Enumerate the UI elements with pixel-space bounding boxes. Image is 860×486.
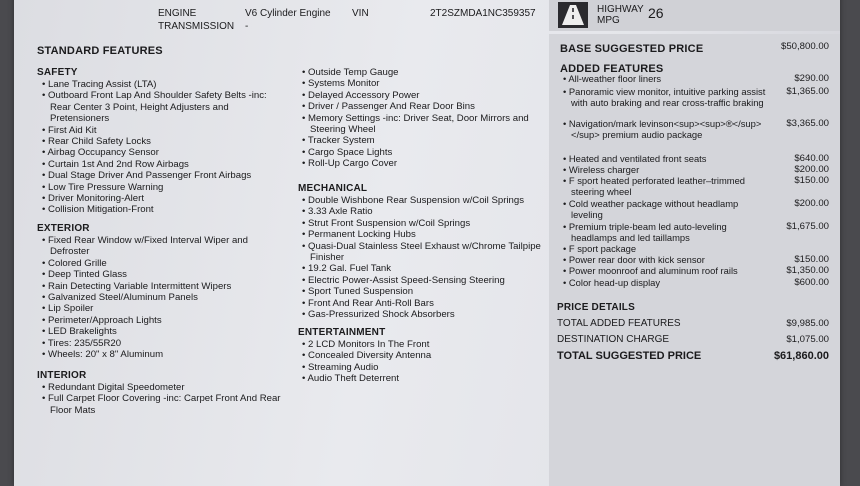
- list-item: • Fixed Rear Window w/Fixed Interval Wiper and Defroster: [40, 235, 285, 258]
- list-item: • Redundant Digital Speedometer: [40, 382, 285, 393]
- added-feature-row: [563, 198, 771, 220]
- engine-label: ENGINE: [158, 8, 197, 19]
- list-item: • 19.2 Gal. Fuel Tank: [300, 263, 550, 274]
- mechanical-list: [300, 195, 550, 320]
- added-feature-label: • Color head-up display: [563, 277, 661, 288]
- added-feature-row: [563, 277, 771, 288]
- entertainment-title: ENTERTAINMENT: [298, 327, 386, 338]
- added-feature-price: $150.00: [794, 175, 829, 186]
- entertainment-list: [300, 339, 550, 385]
- list-item: • Systems Monitor: [300, 78, 550, 89]
- exterior-title: EXTERIOR: [37, 223, 90, 234]
- destination-value: $1,075.00: [786, 334, 829, 345]
- list-item: • Galvanized Steel/Aluminum Panels: [40, 292, 285, 303]
- added-feature-price: $1,365.00: [786, 86, 829, 97]
- added-feature-price: $1,675.00: [786, 221, 829, 232]
- list-item: • Streaming Audio: [300, 362, 550, 373]
- added-feature-price: $290.00: [794, 73, 829, 84]
- base-price-label: BASE SUGGESTED PRICE: [560, 43, 704, 55]
- added-feature-row: [563, 164, 771, 175]
- transmission-value: -: [245, 21, 249, 32]
- list-item: • Dual Stage Driver And Passenger Front Airbags: [40, 170, 285, 181]
- list-item: • Sport Tuned Suspension: [300, 286, 550, 297]
- list-item: • Concealed Diversity Antenna: [300, 350, 550, 361]
- interior-list: [40, 382, 285, 416]
- added-feature-label: • Navigation/mark levinson<sup><sup>®</sup></sup> premium audio package: [563, 118, 762, 140]
- list-item: • Memory Settings -inc: Driver Seat, Door Mirrors and Steering Wheel: [300, 113, 550, 136]
- added-feature-price: $1,350.00: [786, 265, 829, 276]
- list-item: • Lane Tracing Assist (LTA): [40, 79, 285, 90]
- added-feature-row: [563, 175, 771, 197]
- list-item: • Audio Theft Deterrent: [300, 373, 550, 384]
- list-item: • Tracker System: [300, 135, 550, 146]
- added-feature-row: [563, 265, 771, 276]
- added-feature-label: • Heated and ventilated front seats: [563, 153, 707, 164]
- added-feature-price: $3,365.00: [786, 118, 829, 129]
- list-item: • Front And Rear Anti-Roll Bars: [300, 298, 550, 309]
- list-item: • Quasi-Dual Stainless Steel Exhaust w/Chrome Tailpipe Finisher: [300, 241, 550, 264]
- list-item: • Deep Tinted Glass: [40, 269, 285, 280]
- list-item: • Outside Temp Gauge: [300, 67, 550, 78]
- transmission-label: TRANSMISSION: [158, 21, 235, 32]
- features-col2-list: [300, 67, 550, 170]
- list-item: • Delayed Accessory Power: [300, 90, 550, 101]
- added-feature-price: $200.00: [794, 164, 829, 175]
- list-item: • Cargo Space Lights: [300, 147, 550, 158]
- list-item: • Double Wishbone Rear Suspension w/Coil Springs: [300, 195, 550, 206]
- safety-list: [40, 79, 285, 216]
- added-feature-price: $600.00: [794, 277, 829, 288]
- list-item: • 2 LCD Monitors In The Front: [300, 339, 550, 350]
- list-item: • LED Brakelights: [40, 326, 285, 337]
- added-feature-row: [563, 243, 771, 254]
- mpg-value: 26: [648, 5, 664, 21]
- list-item: • Driver / Passenger And Rear Door Bins: [300, 101, 550, 112]
- list-item: • Electric Power-Assist Speed-Sensing Steering: [300, 275, 550, 286]
- list-item: • Airbag Occupancy Sensor: [40, 147, 285, 158]
- vin-value: 2T2SZMDA1NC359357: [430, 8, 536, 19]
- list-item: • Colored Grille: [40, 258, 285, 269]
- added-feature-price: $200.00: [794, 198, 829, 209]
- total-price-label: TOTAL SUGGESTED PRICE: [557, 350, 702, 362]
- added-feature-label: • Wireless charger: [563, 164, 640, 175]
- list-item: • Driver Monitoring-Alert: [40, 193, 285, 204]
- list-item: • Curtain 1st And 2nd Row Airbags: [40, 159, 285, 170]
- list-item: • First Aid Kit: [40, 125, 285, 136]
- total-added-label: TOTAL ADDED FEATURES: [557, 318, 681, 329]
- list-item: • Outboard Front Lap And Shoulder Safety Belts -inc: Rear Center 3 Point, Height Adjusters and Pretensioners: [40, 90, 285, 124]
- list-item: • Wheels: 20" x 8" Aluminum: [40, 349, 285, 360]
- added-feature-row: [563, 118, 771, 140]
- added-feature-label: • F sport package: [563, 243, 637, 254]
- list-item: • Low Tire Pressure Warning: [40, 182, 285, 193]
- highway-road-icon: [558, 2, 588, 28]
- standard-features-title: STANDARD FEATURES: [37, 45, 163, 57]
- total-added-value: $9,985.00: [786, 318, 829, 329]
- added-feature-label: • Cold weather package without headlamp leveling: [563, 198, 739, 220]
- list-item: • Lip Spoiler: [40, 303, 285, 314]
- list-item: • Roll-Up Cargo Cover: [300, 158, 550, 169]
- list-item: • Tires: 235/55R20: [40, 338, 285, 349]
- list-item: • Strut Front Suspension w/Coil Springs: [300, 218, 550, 229]
- added-feature-label: • Power moonroof and aluminum roof rails: [563, 265, 738, 276]
- added-feature-row: [563, 254, 771, 265]
- destination-label: DESTINATION CHARGE: [557, 334, 670, 345]
- vin-label: VIN: [352, 8, 369, 19]
- added-feature-label: • All-weather floor liners: [563, 73, 662, 84]
- list-item: • Collision Mitigation-Front: [40, 204, 285, 215]
- mpg-panel: [549, 0, 840, 31]
- interior-title: INTERIOR: [37, 370, 87, 381]
- added-feature-label: • F sport heated perforated leather–trimmed steering wheel: [563, 175, 746, 197]
- added-feature-row: [563, 73, 771, 84]
- list-item: • Gas-Pressurized Shock Absorbers: [300, 309, 550, 320]
- added-feature-row: [563, 221, 771, 243]
- base-price-value: $50,800.00: [780, 41, 829, 52]
- mpg-label: MPG: [597, 15, 620, 26]
- added-feature-price: $150.00: [794, 254, 829, 265]
- added-feature-label: • Power rear door with kick sensor: [563, 254, 705, 265]
- window-sticker: [14, 0, 840, 486]
- safety-title: SAFETY: [37, 67, 78, 78]
- list-item: • Full Carpet Floor Covering -inc: Carpet Front And Rear Floor Mats: [40, 393, 285, 416]
- total-price-value: $61,860.00: [773, 350, 829, 362]
- list-item: • Perimeter/Approach Lights: [40, 315, 285, 326]
- highway-label: HIGHWAY: [597, 4, 644, 15]
- list-item: • 3.33 Axle Ratio: [300, 206, 550, 217]
- engine-value: V6 Cylinder Engine: [245, 8, 331, 19]
- added-feature-label: • Panoramic view monitor, intuitive parking assist with auto braking and rear cross-traffic braking: [563, 86, 766, 108]
- added-feature-price: $640.00: [794, 153, 829, 164]
- added-features-title: ADDED FEATURES: [560, 63, 664, 75]
- price-details-title: PRICE DETAILS: [557, 302, 635, 313]
- list-item: • Rear Child Safety Locks: [40, 136, 285, 147]
- added-feature-label: • Premium triple-beam led auto-leveling headlamps and led taillamps: [563, 221, 727, 243]
- mechanical-title: MECHANICAL: [298, 183, 368, 194]
- exterior-list: [40, 235, 285, 360]
- added-feature-row: [563, 153, 771, 164]
- added-feature-row: [563, 86, 771, 108]
- list-item: • Permanent Locking Hubs: [300, 229, 550, 240]
- list-item: • Rain Detecting Variable Intermittent Wipers: [40, 281, 285, 292]
